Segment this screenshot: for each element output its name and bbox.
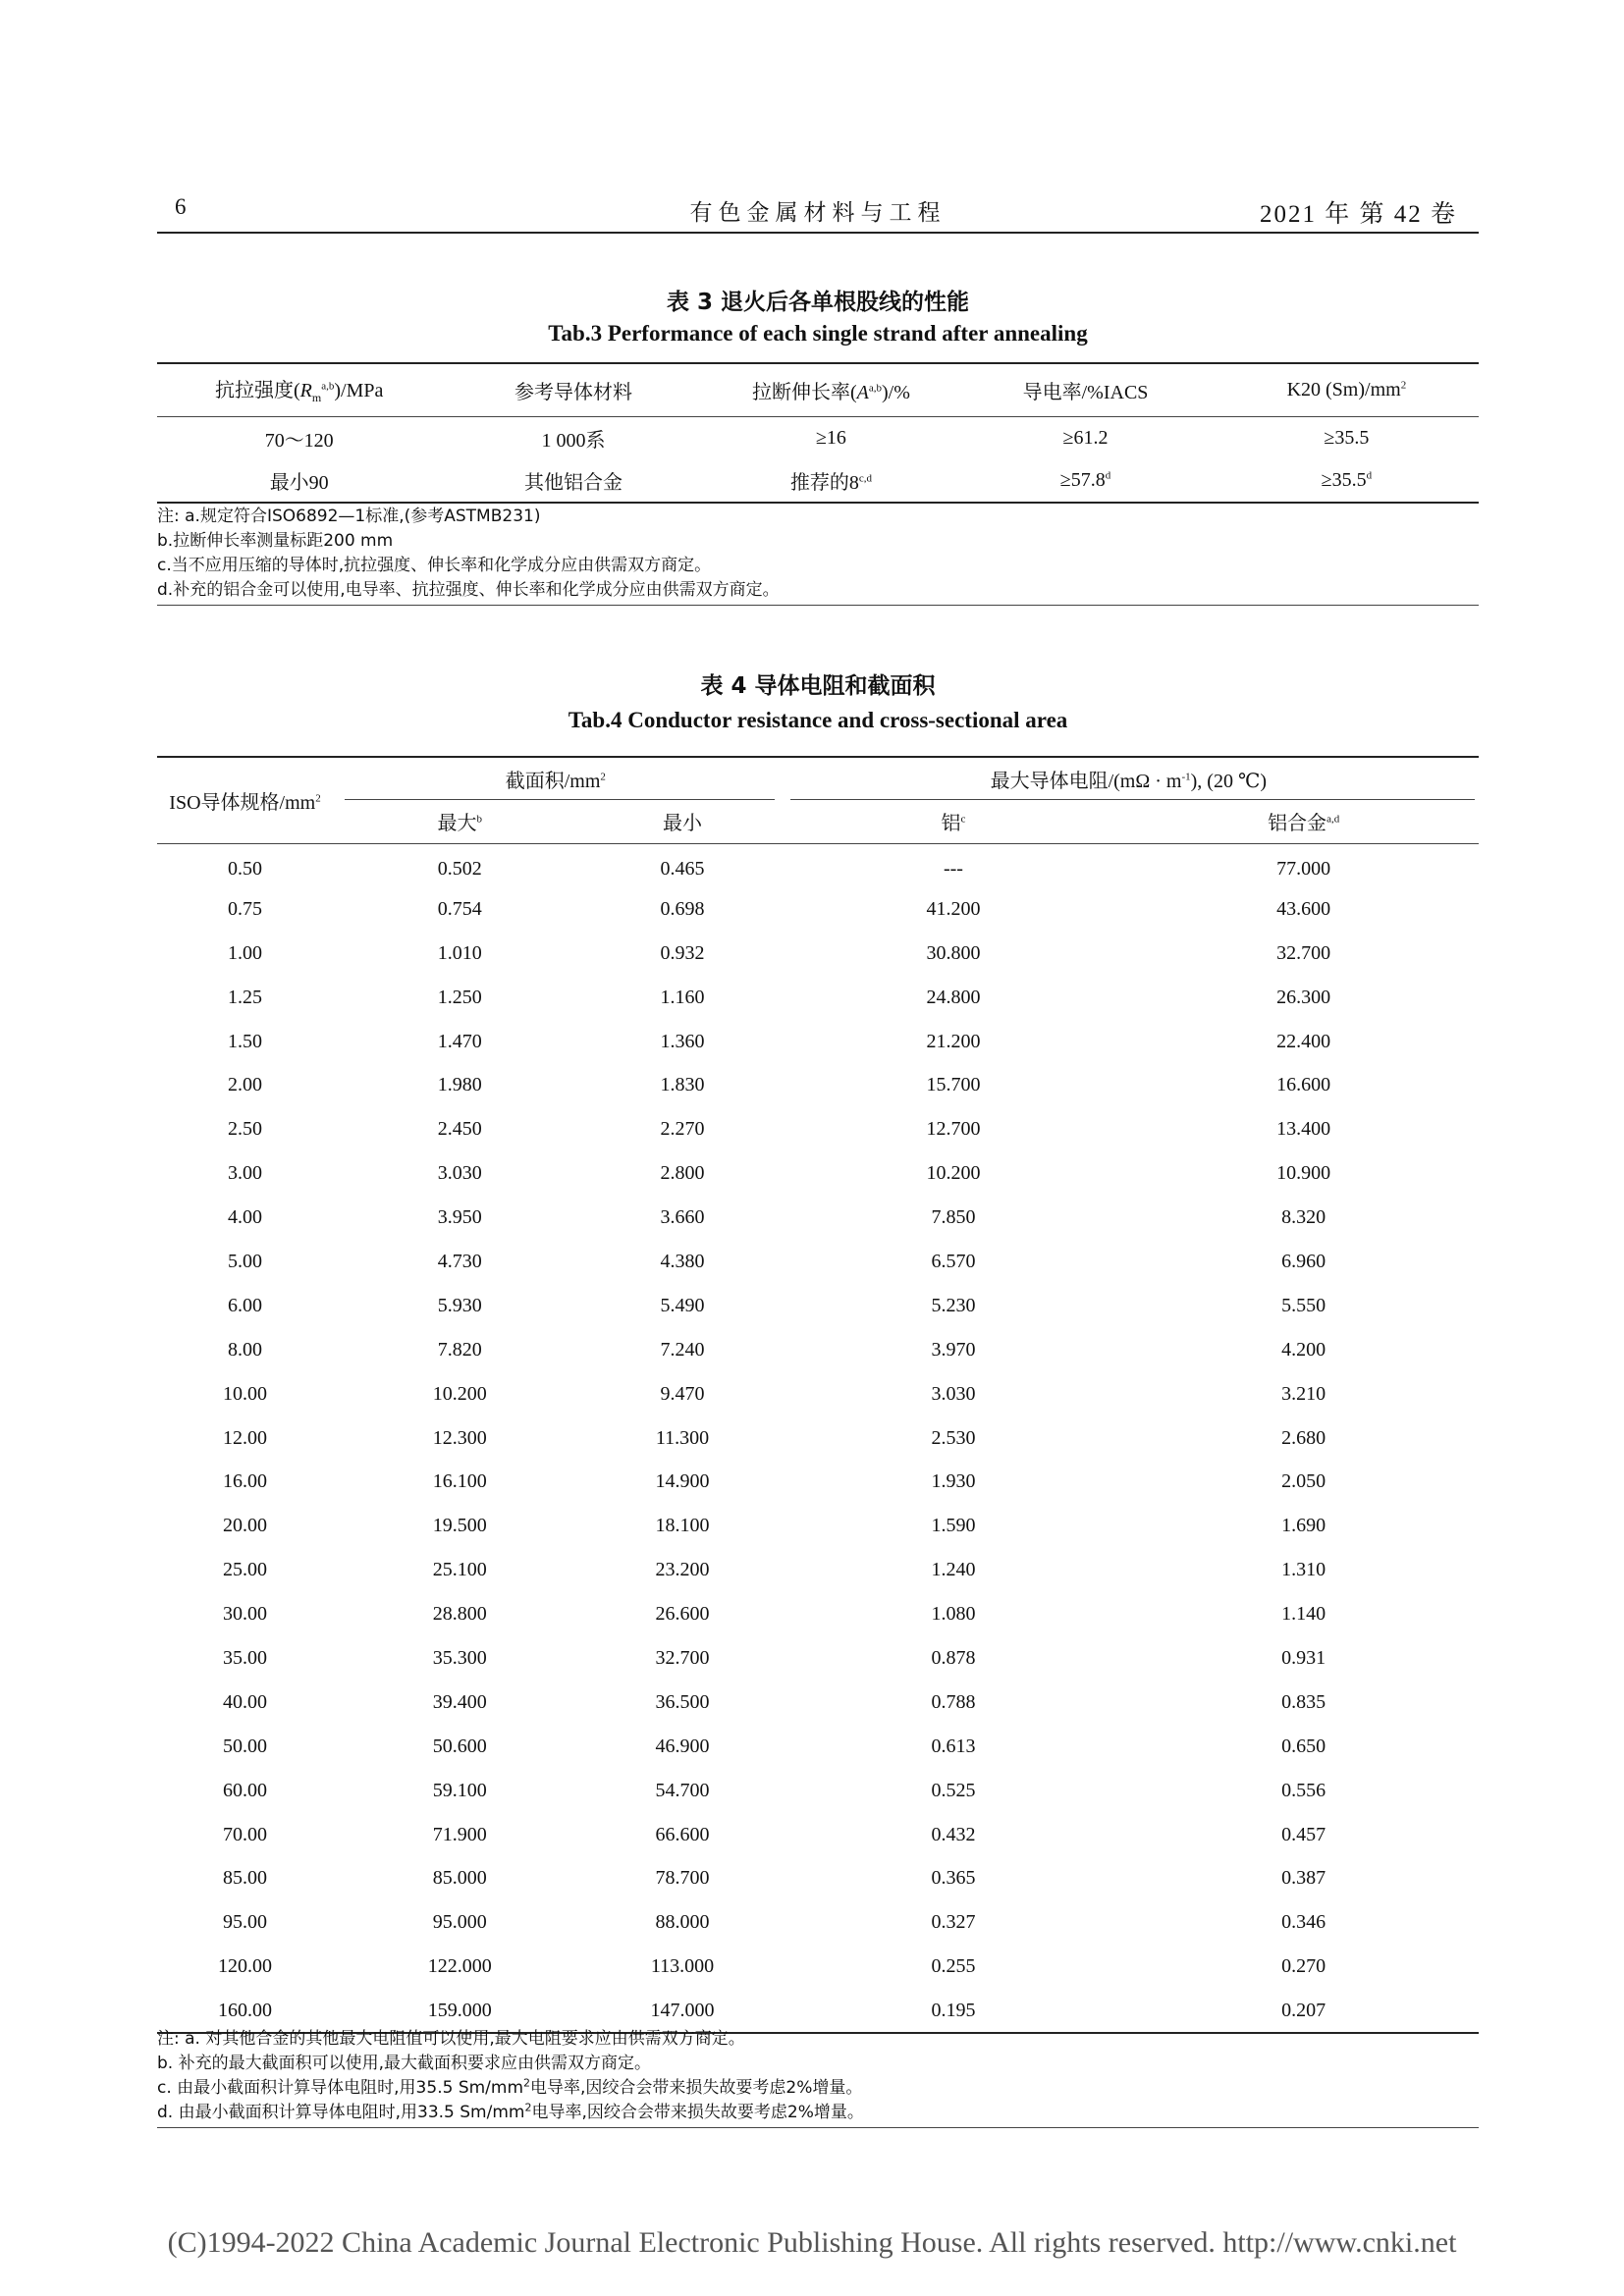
- table-cell: 1.250: [437, 986, 482, 1008]
- table-row: [157, 1328, 1479, 1372]
- area-header-text: 截面积/mm: [505, 771, 601, 792]
- alloy-label: 铝合金: [1268, 813, 1327, 835]
- table3-header-row: [157, 363, 1479, 416]
- table-cell: 113.000: [650, 1955, 715, 1978]
- table-cell: 77.000: [1276, 858, 1331, 881]
- note-text: c. 由最小截面积计算导体电阻时,用35.5 Sm/mm: [157, 2078, 524, 2098]
- page-number: 6: [175, 194, 187, 219]
- table-cell: 1.310: [1281, 1559, 1326, 1581]
- table3-header-conductivity: 导电率/%IACS: [956, 363, 1214, 416]
- table-cell: 0.835: [1281, 1690, 1326, 1713]
- table-cell: 25.00: [223, 1559, 267, 1581]
- table-cell: 2.00: [228, 1074, 262, 1096]
- table-cell: 16.100: [432, 1470, 487, 1493]
- table-cell: 32.700: [1276, 941, 1331, 964]
- table-row: [157, 1284, 1479, 1328]
- table-row: [157, 1856, 1479, 1900]
- table-cell-elong: [706, 459, 957, 503]
- area-superscript: 2: [600, 771, 606, 783]
- k20-header-text: K20 (Sm)/mm: [1286, 378, 1401, 400]
- table-cell: 10.200: [926, 1162, 981, 1185]
- table4-header-resistance: [779, 757, 1479, 800]
- table-cell: 70.00: [223, 1823, 267, 1845]
- max-superscript: b: [476, 813, 482, 826]
- table-cell: 0.457: [1281, 1823, 1326, 1845]
- table-cell: 0.932: [660, 941, 705, 964]
- note-text: 注: a. 对其他合金的其他最大电阻值可以使用,最大电阻要求应由供需双方商定。: [157, 2029, 745, 2049]
- table-cell-material: [441, 416, 705, 459]
- table-cell: 4.380: [660, 1250, 705, 1272]
- table-cell-cond: [956, 459, 1214, 503]
- table3-header-tensile: [157, 363, 441, 416]
- table-cell: 26.300: [1276, 986, 1331, 1008]
- table-cell: 2.050: [1281, 1470, 1326, 1493]
- table-cell: 3.950: [437, 1206, 482, 1229]
- table3-header-material: 参考导体材料: [441, 363, 705, 416]
- table-cell: 5.00: [228, 1250, 262, 1272]
- table-cell: 66.600: [655, 1823, 710, 1845]
- table-row: [157, 1900, 1479, 1945]
- table-cell: 21.200: [926, 1030, 981, 1052]
- table-cell: 0.207: [1128, 1989, 1479, 2033]
- table-cell: 30.00: [223, 1603, 267, 1626]
- table-cell: 40.00: [223, 1690, 267, 1713]
- table-cell: 36.500: [655, 1690, 710, 1713]
- table-cell-tensile: [157, 416, 441, 459]
- resistance-header-temp: ), (20 ℃): [1190, 771, 1267, 792]
- table-cell: 0.50: [228, 858, 262, 881]
- table-cell: 15.700: [926, 1074, 981, 1096]
- table-row: [157, 1063, 1479, 1107]
- table-row: [157, 1107, 1479, 1151]
- table-cell: 4.200: [1281, 1338, 1326, 1361]
- table-cell: 1.830: [660, 1074, 705, 1096]
- table-row: [157, 843, 1479, 887]
- table-row: [157, 1769, 1479, 1813]
- table-cell: 0.502: [437, 858, 482, 881]
- table3-notes: [157, 505, 1479, 606]
- table-row: [157, 1240, 1479, 1284]
- tensile-unit: )/MPa: [334, 380, 384, 402]
- table-cell: 120.00: [218, 1955, 272, 1978]
- note-line: [157, 2101, 1479, 2125]
- table-cell: 43.600: [1276, 897, 1331, 920]
- k20-superscript: 2: [1400, 379, 1407, 392]
- table-cell: 0.270: [1281, 1955, 1326, 1978]
- table-cell: 20.00: [223, 1515, 267, 1537]
- table-cell-k20: [1215, 459, 1479, 503]
- cell-value: 1 000系: [541, 429, 606, 452]
- table-cell: ---: [943, 858, 963, 881]
- table-cell: 0.698: [660, 897, 705, 920]
- table-row: [157, 1636, 1479, 1681]
- table-cell: 12.00: [223, 1426, 267, 1449]
- cell-value: ≥61.2: [1062, 426, 1109, 449]
- table-row: [157, 1151, 1479, 1196]
- year-volume: 2021 年 第 42 卷: [1259, 201, 1457, 228]
- table-cell: 1.080: [931, 1603, 976, 1626]
- table-row: [157, 1460, 1479, 1504]
- note-line: [157, 2052, 1479, 2076]
- table3-body: [157, 416, 1479, 503]
- table-row: [157, 1196, 1479, 1240]
- table-cell: 2.450: [437, 1118, 482, 1141]
- table-cell: 85.00: [223, 1867, 267, 1890]
- note-line: b.拉断伸长率测量标距200 mm: [157, 531, 394, 551]
- table-cell: 1.50: [228, 1030, 262, 1052]
- resistance-header-text: 最大导体电阻/(mΩ · m: [990, 771, 1182, 792]
- table4-notes: [157, 2027, 1479, 2128]
- cell-value: 最小90: [269, 472, 329, 494]
- table-cell: 23.200: [655, 1559, 710, 1581]
- table3-header-k20: [1215, 363, 1479, 416]
- table-cell: 50.00: [223, 1735, 267, 1757]
- table-cell: 3.660: [660, 1206, 705, 1229]
- note-superscript: 2: [523, 2076, 531, 2090]
- tensile-header-text: 抗拉强度(: [215, 380, 300, 402]
- table-cell: 1.00: [228, 941, 262, 964]
- table-cell: 26.600: [655, 1603, 710, 1626]
- cell-superscript: d: [1366, 469, 1373, 482]
- table-cell: 41.200: [926, 897, 981, 920]
- table-row: [157, 932, 1479, 976]
- note-text-cont: 电导率,因绞合会带来损失故要考虑2%增量。: [531, 2103, 864, 2122]
- table-row: [157, 1548, 1479, 1592]
- table-cell: 1.690: [1281, 1515, 1326, 1537]
- table-cell: 1.010: [437, 941, 482, 964]
- max-label: 最大: [437, 813, 477, 835]
- table-row: [157, 1681, 1479, 1725]
- table-cell: 1.930: [931, 1470, 976, 1493]
- cell-value: ≥35.5: [1324, 426, 1370, 449]
- table-cell: 35.300: [432, 1646, 487, 1669]
- table-cell: 0.465: [660, 858, 705, 881]
- table-cell: 2.270: [660, 1118, 705, 1141]
- table-cell: 159.000: [333, 1989, 586, 2033]
- table-row: [157, 1945, 1479, 1989]
- table-cell: 28.800: [432, 1603, 487, 1626]
- table-row: [157, 1416, 1479, 1461]
- elongation-unit: )/%: [882, 381, 910, 403]
- table4-body: [157, 843, 1479, 2033]
- table-row: [157, 1504, 1479, 1548]
- cell-value: ≥16: [815, 426, 846, 449]
- table-cell: 3.00: [228, 1162, 262, 1185]
- table-row: [157, 1372, 1479, 1416]
- table-cell: 0.387: [1281, 1867, 1326, 1890]
- page-header: [157, 190, 1479, 234]
- table-cell: 18.100: [655, 1515, 710, 1537]
- table-cell: 2.800: [660, 1162, 705, 1185]
- table-cell: 1.980: [437, 1074, 482, 1096]
- table-cell: 6.00: [228, 1294, 262, 1316]
- cell-value: 推荐的8: [789, 472, 859, 494]
- table4-header-row-2: [157, 800, 1479, 843]
- table-cell: 16.600: [1276, 1074, 1331, 1096]
- tensile-symbol: R: [299, 380, 312, 402]
- table3-caption-en: Tab.3 Performance of each single strand after annealing: [548, 321, 1088, 346]
- table-cell: 160.00: [157, 1989, 333, 2033]
- table-cell: 50.600: [432, 1735, 487, 1757]
- alloy-superscript: a,d: [1326, 813, 1340, 826]
- table-cell: 3.970: [931, 1338, 976, 1361]
- table-cell: 0.931: [1281, 1646, 1326, 1669]
- tensile-subscript: m: [311, 391, 322, 405]
- table4-header-alloy: [1128, 800, 1479, 843]
- table4-caption-en: Tab.4 Conductor resistance and cross-sectional area: [568, 708, 1068, 732]
- table-cell: 25.100: [432, 1559, 487, 1581]
- table-cell: 19.500: [432, 1515, 487, 1537]
- table-cell: 4.730: [437, 1250, 482, 1272]
- note-text-cont: 电导率,因绞合会带来损失故要考虑2%增量。: [530, 2078, 863, 2098]
- journal-title: 有色金属材料与工程: [689, 200, 947, 225]
- table-cell: 24.800: [926, 986, 981, 1008]
- table-cell: 54.700: [655, 1779, 710, 1801]
- elongation-symbol: A: [856, 381, 869, 403]
- table-cell: 7.820: [437, 1338, 482, 1361]
- table-cell: 10.200: [432, 1382, 487, 1405]
- table-cell: 122.000: [427, 1955, 492, 1978]
- table-cell: 60.00: [223, 1779, 267, 1801]
- table-cell: 147.000: [586, 1989, 778, 2033]
- table-cell: 0.365: [931, 1867, 976, 1890]
- aluminum-superscript: c: [960, 813, 966, 826]
- table4-header-min: 最小: [586, 800, 778, 843]
- table-cell: 1.140: [1281, 1603, 1326, 1626]
- table-cell: 0.613: [931, 1735, 976, 1757]
- table3-header-elongation: [706, 363, 957, 416]
- table3-caption-zh: 表 3 退火后各单根股线的性能: [666, 290, 970, 315]
- table-cell-elong: [706, 416, 957, 459]
- table-cell: 0.327: [931, 1911, 976, 1934]
- note-line: d.补充的铝合金可以使用,电导率、抗拉强度、伸长率和化学成分应由供需双方商定。: [157, 580, 780, 600]
- table-cell: 13.400: [1276, 1118, 1331, 1141]
- cell-value: 其他铝合金: [523, 472, 623, 494]
- table-cell: 9.470: [660, 1382, 705, 1405]
- table-cell: 85.000: [432, 1867, 487, 1890]
- cell-value: ≥57.8: [1059, 469, 1106, 491]
- resistance-superscript: -1: [1181, 771, 1191, 783]
- table-cell: 2.50: [228, 1118, 262, 1141]
- table-cell: 0.878: [931, 1646, 976, 1669]
- table-cell: 0.432: [931, 1823, 976, 1845]
- note-superscript: 2: [524, 2101, 532, 2114]
- note-line: 注: a.规定符合ISO6892—1标准,(参考ASTMB231): [157, 507, 541, 526]
- table-cell: 88.000: [655, 1911, 710, 1934]
- copyright-footer: (C)1994-2022 China Academic Journal Electronic Publishing House. All rights reserved. http://www.cnki.net: [167, 2226, 1457, 2259]
- aluminum-label: 铝: [941, 813, 961, 835]
- note-text: b. 补充的最大截面积可以使用,最大截面积要求应由供需双方商定。: [157, 2054, 652, 2073]
- table-cell: 6.570: [931, 1250, 976, 1272]
- table-cell: 16.00: [223, 1470, 267, 1493]
- table-cell: 0.556: [1281, 1779, 1326, 1801]
- table-cell: 0.346: [1281, 1911, 1326, 1934]
- table-cell: 2.530: [931, 1426, 976, 1449]
- table-cell: 0.75: [228, 897, 262, 920]
- table-cell: 1.240: [931, 1559, 976, 1581]
- table-cell: 5.490: [660, 1294, 705, 1316]
- table-cell: 0.195: [779, 1989, 1129, 2033]
- cell-value: 70～120: [264, 429, 334, 452]
- spec-header-text: ISO导体规格/mm: [169, 791, 316, 814]
- table4-header-spec: [157, 757, 333, 843]
- table-cell: 3.030: [437, 1162, 482, 1185]
- cell-value: ≥35.5: [1321, 469, 1367, 491]
- table-cell: 95.00: [223, 1911, 267, 1934]
- table-cell: 3.210: [1281, 1382, 1326, 1405]
- table-cell: 2.680: [1281, 1426, 1326, 1449]
- note-line: [157, 2076, 1479, 2101]
- elongation-header-text: 拉断伸长率(: [751, 381, 857, 403]
- note-line: c.当不应用压缩的导体时,抗拉强度、伸长率和化学成分应由供需双方商定。: [157, 556, 712, 575]
- table-cell: 7.240: [660, 1338, 705, 1361]
- table-row: [157, 887, 1479, 932]
- table-cell: 39.400: [432, 1690, 487, 1713]
- table-cell: 14.900: [655, 1470, 710, 1493]
- table4-caption-zh: 表 4 导体电阻和截面积: [700, 673, 936, 699]
- table-cell: 30.800: [926, 941, 981, 964]
- cell-superscript: c,d: [858, 472, 872, 485]
- table-row: [157, 1020, 1479, 1064]
- table-cell: 1.360: [660, 1030, 705, 1052]
- table-cell: 1.470: [437, 1030, 482, 1052]
- table-cell-tensile: [157, 459, 441, 503]
- table-cell: 12.700: [926, 1118, 981, 1141]
- table4-header-max: [333, 800, 586, 843]
- table4: [157, 756, 1479, 2034]
- table-cell-k20: [1215, 416, 1479, 459]
- spec-superscript: 2: [315, 792, 321, 805]
- table-cell-material: [441, 459, 705, 503]
- table-cell: 5.550: [1281, 1294, 1326, 1316]
- cell-superscript: d: [1105, 469, 1111, 482]
- table-cell: 0.255: [931, 1955, 976, 1978]
- table-cell: 8.320: [1281, 1206, 1326, 1229]
- table-cell: 10.00: [223, 1382, 267, 1405]
- table-cell: 11.300: [655, 1426, 710, 1449]
- table-cell: 0.788: [931, 1690, 976, 1713]
- table-cell: 0.754: [437, 897, 482, 920]
- table4-header-area: [333, 757, 779, 800]
- table4-header-row-1: [157, 757, 1479, 800]
- table-row: [157, 976, 1479, 1020]
- table-cell-cond: [956, 416, 1214, 459]
- table3: [157, 362, 1479, 504]
- table-cell: 22.400: [1276, 1030, 1331, 1052]
- elongation-superscript: a,b: [868, 382, 882, 395]
- table-cell: 4.00: [228, 1206, 262, 1229]
- table-cell: 12.300: [432, 1426, 487, 1449]
- table-row: [157, 459, 1479, 503]
- note-text: d. 由最小截面积计算导体电阻时,用33.5 Sm/mm: [157, 2103, 525, 2122]
- table-cell: 1.25: [228, 986, 262, 1008]
- table-cell: 10.900: [1276, 1162, 1331, 1185]
- table-cell: 59.100: [432, 1779, 487, 1801]
- table-cell: 8.00: [228, 1338, 262, 1361]
- table-cell: 71.900: [432, 1823, 487, 1845]
- table-row: [157, 416, 1479, 459]
- table-cell: 1.160: [660, 986, 705, 1008]
- table4-header-aluminum: [779, 800, 1129, 843]
- tensile-superscript: a,b: [321, 380, 335, 393]
- table-cell: 1.590: [931, 1515, 976, 1537]
- table-cell: 78.700: [655, 1867, 710, 1890]
- table-cell: 32.700: [655, 1646, 710, 1669]
- table-cell: 7.850: [931, 1206, 976, 1229]
- table-cell: 46.900: [655, 1735, 710, 1757]
- table-cell: 5.930: [437, 1294, 482, 1316]
- note-line: [157, 2027, 1479, 2052]
- table-cell: 0.650: [1281, 1735, 1326, 1757]
- table-row: [157, 1592, 1479, 1636]
- table-cell: 35.00: [223, 1646, 267, 1669]
- table-row: [157, 1813, 1479, 1857]
- table-cell: 0.525: [931, 1779, 976, 1801]
- table-cell: 3.030: [931, 1382, 976, 1405]
- table-row: [157, 1725, 1479, 1769]
- table-cell: 6.960: [1281, 1250, 1326, 1272]
- table-cell: 95.000: [432, 1911, 487, 1934]
- table-cell: 5.230: [931, 1294, 976, 1316]
